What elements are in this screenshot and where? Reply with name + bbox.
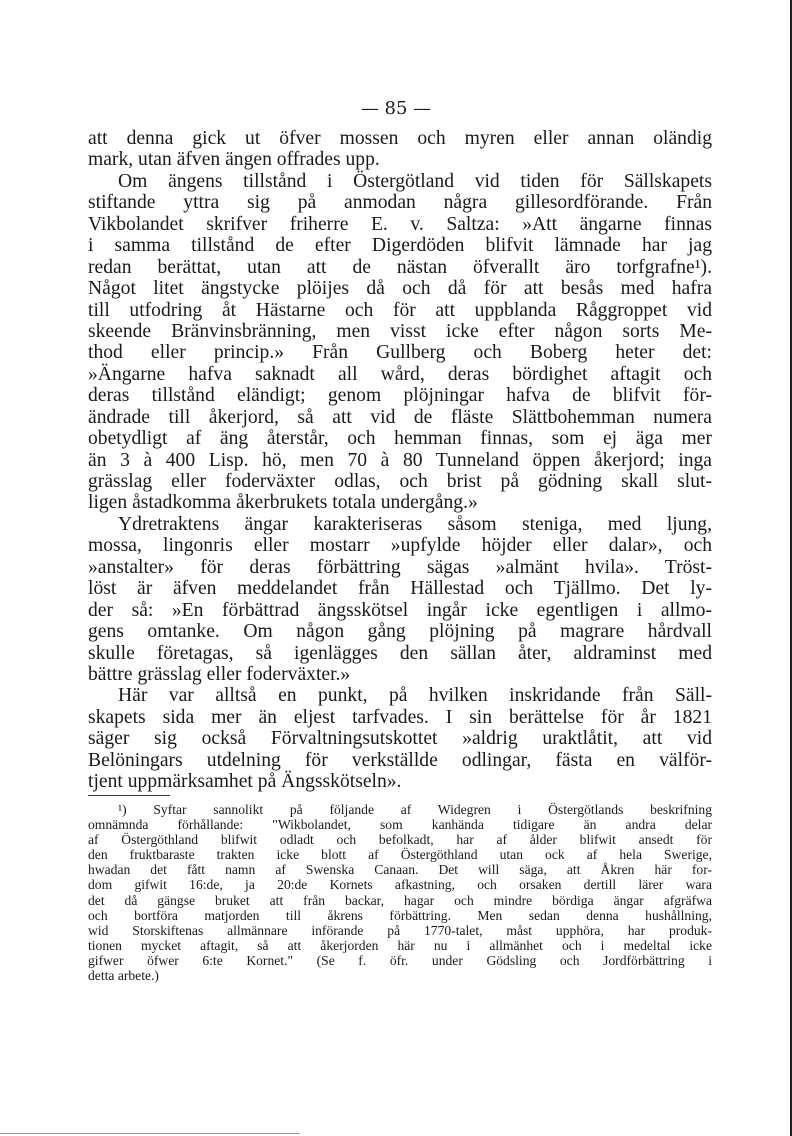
text-line: hwadan det fått namn af Swenska Canaan. Det will säga, att Åkren här for- — [88, 862, 712, 878]
text-line: säger sig också Förvaltningsutskottet »aldrig uraktlåtit, att vid — [88, 728, 712, 750]
text-line: Något litet ängstycke plöijes då och då för att besås med hafra — [88, 278, 712, 300]
text-line: dom gifwit 16:de, ja 20:de Kornets afkastning, och orsaken dertill lärer wara — [88, 877, 712, 893]
text-line: grässlag eller foderväxter odlas, och brist på gödning skall slut- — [88, 471, 712, 492]
text-line: Ydretraktens ängar karakteriseras såsom steniga, med ljung, — [118, 513, 712, 535]
text-line: skapets sida mer än eljest tarfvades. I sin berättelse för år 1821 — [88, 706, 712, 728]
text-line: gens omtanke. Om någon gång plöjning på magrare hårdvall — [88, 621, 712, 643]
text-line: Här var alltså en punkt, på hvilken inskridande från Säll- — [118, 685, 712, 707]
text-line: wid Storskiftenas allmännare införande på 1770-talet, måst upphöra, har produk- — [88, 922, 712, 938]
text-line: ligen åstadkomma åkerbrukets totala undergång.» — [88, 492, 478, 514]
text-line: redan berättat, utan att de nästan öfverallt äro torfgrafne¹). — [88, 256, 712, 278]
text-line: mark, utan äfven ängen offrades upp. — [88, 149, 380, 171]
text-line: det då gängse bruket att från backar, hagar och mindre bördiga ängar afgräfwa — [88, 892, 712, 908]
text-line: der så: »En förbättrad ängsskötsel ingår icke egentligen i allmo- — [88, 599, 712, 621]
text-line: deras tillstånd eländigt; genom plöjningar hafva de blifvit för- — [88, 385, 712, 407]
text-line: löst är äfven meddelandet från Hällestad och Tjällmo. Det ly- — [88, 578, 712, 600]
text-line: tjent uppmärksamhet på Ängsskötseln». — [88, 771, 402, 793]
text-line: Belöningars utdelning för verkställde odlingar, fästa en välför- — [88, 749, 712, 771]
text-line: än 3 à 400 Lisp. hö, men 70 à 80 Tunneland öppen åkerjord; inga — [88, 449, 712, 471]
text-line: Vikbolandet skrifver friherre E. v. Saltza: »Att ängarne finnas — [88, 213, 712, 235]
text-line: och bortföra matjorden till åkrens förbättring. Men sedan denna hushållning, — [88, 907, 712, 923]
text-line: ¹) Syftar sannolikt på följande af Widegren i Östergötlands beskrifning — [118, 802, 712, 817]
scan-edge-bottom — [0, 1133, 300, 1134]
footnote — [88, 802, 712, 983]
text-line: bättre grässlag eller foderväxter.» — [88, 663, 351, 685]
text-line: tionen mycket aftagit, så att åkerjorden här nu i allmänhet och i medeltal icke — [88, 937, 712, 953]
text-line: skeende Bränvinsbränning, men visst icke efter någon sorts Me- — [88, 320, 712, 342]
text-line: obetydligt af äng återstår, och hemman finnas, som ej äga mer — [88, 428, 712, 450]
text-line: omnämnda förhållande: "Wikbolandet, som kanhända tidigare än andra delar — [88, 817, 712, 833]
text-line: mossa, lingonris eller mostarr »upfylde höjder eller dalar», och — [88, 535, 712, 557]
text-line: gifwer öfwer 6:te Kornet." (Se f. öfr. under Gödsling och Jordförbättring i — [88, 952, 712, 968]
text-line: stiftande yttra sig på anmodan några gillesordförande. Från — [88, 192, 712, 214]
text-line: af Östergöthland blifwit odladt och befolkadt, har af ålder blifwit ansedt för — [88, 832, 712, 848]
text-line: till utfodring åt Hästarne och för att uppblanda Råggroppet vid — [88, 299, 712, 321]
text-line: detta arbete.) — [88, 968, 159, 984]
text-line: »Ängarne hafva saknadt all wård, deras bördighet aftagit och — [88, 363, 712, 385]
body-text — [88, 128, 712, 793]
text-line: i samma tillstånd de efter Digerdöden blifvit lämnade har jag — [88, 235, 712, 257]
text-line: Om ängens tillstånd i Östergötland vid tiden för Sällskapets — [118, 170, 712, 192]
text-line: »anstalter» för deras förbättring sägas »almänt hvila». Tröst- — [88, 556, 712, 578]
footnote-divider — [88, 795, 170, 796]
page-number: — 85 — — [360, 98, 432, 119]
text-line: ändrade till åkerjord, så att vid de fläste Slättbohemman numera — [88, 406, 712, 428]
text-line: att denna gick ut öfver mossen och myren eller annan oländig — [88, 128, 712, 149]
text-line: den fruktbaraste trakten icke blott af Östergöthland utan ock af hela Swerige, — [88, 847, 712, 863]
text-line: skulle företagas, så igenlägges den sällan åter, aldraminst med — [88, 642, 712, 664]
text-line: thod eller princip.» Från Gullberg och Boberg heter det: — [88, 342, 712, 364]
